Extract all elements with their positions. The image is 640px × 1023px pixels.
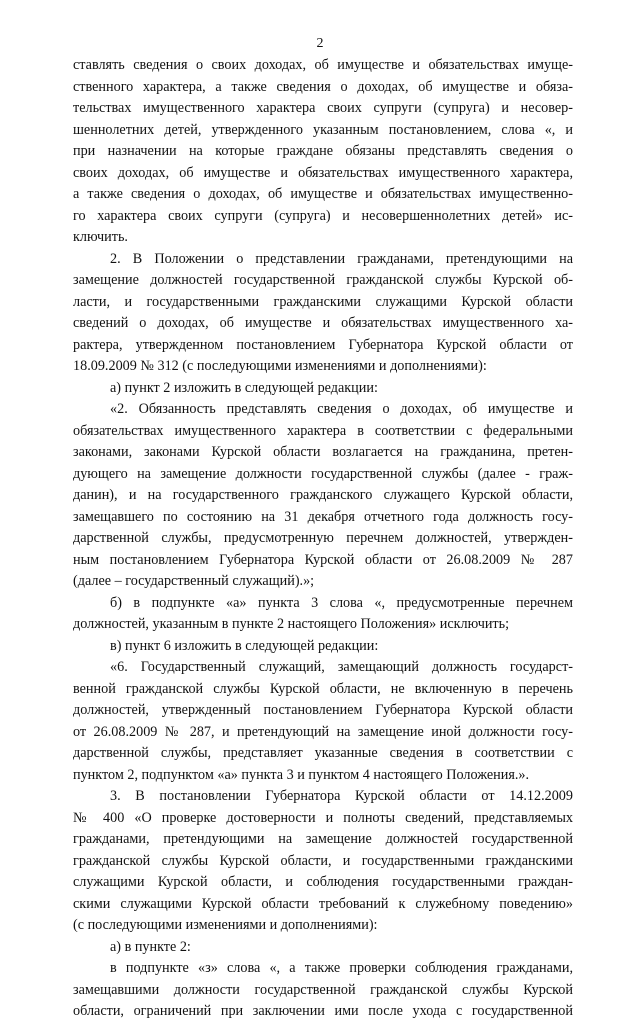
text-line: законами, законами Курской области возлагается на гражданина, претен- (73, 444, 573, 460)
text-line: 2. В Положении о представлении гражданами, претендующими на (110, 250, 573, 267)
page-number: 2 (316, 36, 324, 51)
text-line: (с последующими изменениями и дополнениями): (73, 917, 378, 933)
text-line: замещение должностей государственной гражданской службы Курской об- (73, 272, 573, 288)
text-line: шеннолетних детей, утвержденного указанным постановлением, слова «, и (73, 121, 573, 138)
text-line: ключить. (73, 229, 128, 245)
text-line: ласти, и государственными гражданскими служащими Курской области (73, 293, 573, 310)
text-line: ставлять сведения о своих доходах, об имуществе и обязательствах имуще- (73, 57, 573, 73)
text-line: должностей, утвержденный постановлением Губернатора Курской области (73, 702, 573, 718)
text-line: замещавшими должности государственной гражданской службы Курской (73, 981, 573, 998)
text-line: области, ограничений при заключении ими после ухода с государственной (73, 1003, 573, 1019)
text-line: гражданами, претендующими на замещение должностей государственной (73, 831, 573, 847)
text-line: б) в подпункте «а» пункта 3 слова «, предусмотренные перечнем (110, 594, 573, 611)
document-body (73, 55, 573, 1023)
text-line: должностей, указанным в пункте 2 настоящего Положения» исключить; (73, 616, 510, 632)
text-line: № 400 «О проверке достоверности и полноты сведений, представляемых (73, 809, 573, 826)
text-line: своих доходах, об имуществе и обязательствах имущественного характера, (73, 164, 573, 181)
text-line: обязательствах имущественного характера в соответствии с федеральными (73, 422, 573, 439)
text-line: дующего на замещение должности государственной службы (далее - граж- (73, 465, 573, 482)
text-line: ственного характера, а также сведения о доходах, об имуществе и обяза- (73, 78, 573, 95)
text-line: рактера, утвержденном постановлением Губернатора Курской области от (73, 336, 573, 353)
text-line: «6. Государственный служащий, замещающий должность государст- (110, 659, 573, 675)
text-line: скими служащими Курской области требований к служебному поведению» (73, 895, 573, 912)
text-line: венной гражданской службы Курской области, не включенную в перечень (73, 680, 573, 697)
text-line: а также сведения о доходах, об имуществе и обязательствах имущественно- (73, 186, 573, 202)
text-line: гражданской службы Курской области, и государственными гражданскими (73, 852, 573, 869)
text-line: дарственной службы, представляет указанные сведения в соответствии с (73, 745, 573, 761)
text-line: а) в пункте 2: (110, 938, 191, 955)
text-line: го характера своих супруги (супруга) и несовершеннолетних детей» ис- (73, 207, 573, 224)
text-line: пунктом 2, подпунктом «а» пункта 3 и пунктом 4 настоящего Положения.». (73, 766, 530, 783)
text-line: служащими Курской области, и соблюдения государственными граждан- (73, 874, 573, 890)
text-line: от 26.08.2009 № 287, и претендующий на замещение иной должности госу- (73, 723, 573, 740)
text-line: «2. Обязанность представлять сведения о доходах, об имуществе и (110, 401, 573, 417)
text-line: замещавшего по состоянию на 31 декабря отчетного года должность госу- (73, 508, 573, 525)
text-line: сведений о доходах, об имуществе и обязательствах имущественного ха- (73, 315, 573, 331)
text-line: ным постановлением Губернатора Курской области от 26.08.2009 № 287 (73, 551, 573, 568)
text-line: 3. В постановлении Губернатора Курской области от 14.12.2009 (110, 788, 573, 804)
text-line: тельствах имущественного характера своих супруги (супруга) и несовер- (73, 100, 573, 116)
text-line: в) пункт 6 изложить в следующей редакции: (110, 637, 379, 654)
text-line: при назначении на которые граждане обязаны представлять сведения о (73, 143, 573, 159)
text-line: а) пункт 2 изложить в следующей редакции: (110, 379, 378, 396)
text-line: 18.09.2009 № 312 (с последующими изменениями и дополнениями): (73, 358, 487, 374)
text-line: данин), и на государственного гражданского служащего Курской области, (73, 487, 573, 503)
text-line: в подпункте «з» слова «, а также проверки соблюдения гражданами, (110, 960, 573, 976)
text-line: дарственной службы, предусмотренную перечнем должностей, утвержден- (73, 530, 573, 546)
text-line: (далее – государственный служащий).»; (73, 573, 315, 589)
